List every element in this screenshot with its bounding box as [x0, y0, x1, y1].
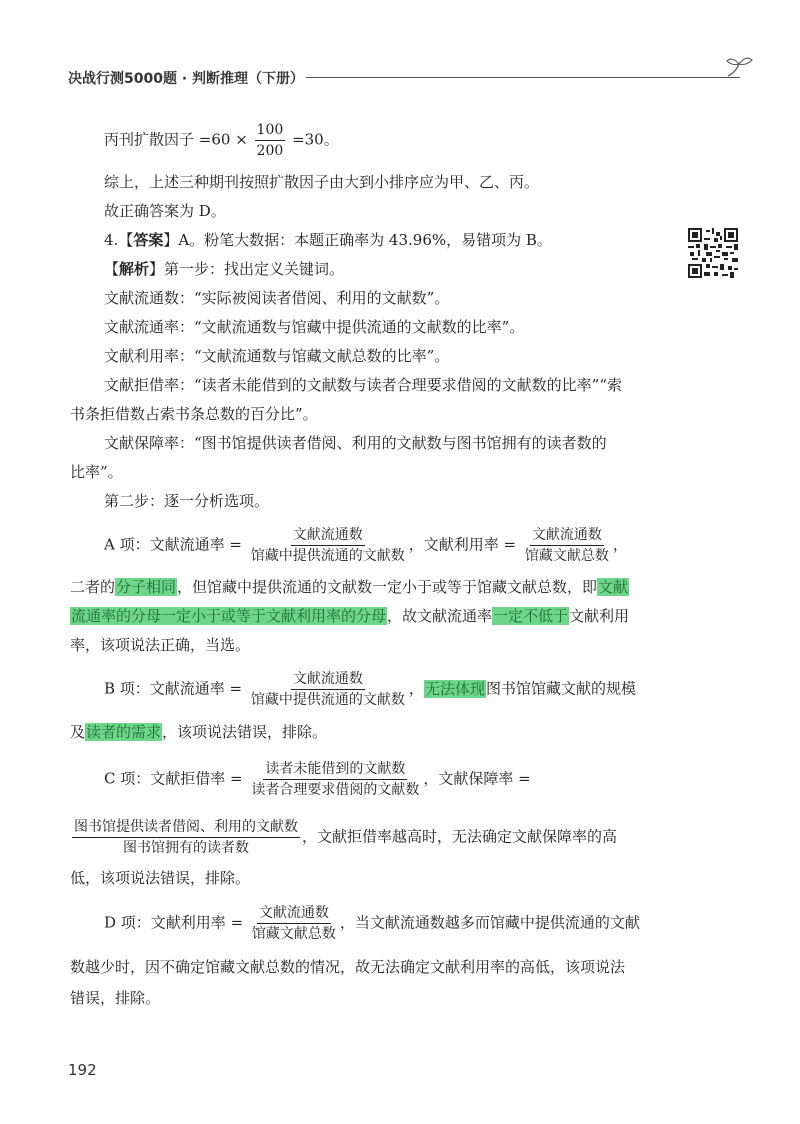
fraction-numerator: 文献流通数 — [291, 670, 365, 690]
text: ，文献拒借率越高时，无法确定文献保障率的高 — [302, 827, 618, 846]
analysis-label: 解析 — [119, 260, 150, 278]
definition-line: 书条拒借数占索书条总数的百分比”。 — [70, 405, 318, 423]
fraction-denominator: 馆藏文献总数 — [524, 548, 609, 564]
line-analysis-step1 — [104, 259, 344, 279]
option-c-line2 — [70, 818, 617, 857]
text: ， — [612, 535, 628, 554]
fraction-denominator: 读者合理要求借阅的文献数 — [251, 782, 420, 798]
fraction-denominator: 馆藏中提供流通的文献数 — [250, 548, 405, 564]
definition-line: 文献利用率：“文献流通数与馆藏文献总数的比率”。 — [104, 347, 450, 365]
option-c-formula — [104, 760, 531, 799]
text: ，文献保障率 = — [423, 769, 531, 788]
option-b-formula — [104, 670, 636, 709]
formula-result: =30。 — [292, 130, 339, 149]
sprout-icon — [724, 52, 754, 80]
fraction-numerator: 100 — [255, 121, 286, 141]
fraction-denominator: 200 — [256, 143, 284, 159]
fraction-denominator: 馆藏中提供流通的文献数 — [250, 692, 405, 708]
running-header: 决战行测5000题 · 判断推理（下册） — [68, 71, 305, 87]
highlight: 一定不低于 — [493, 607, 569, 625]
fraction — [523, 526, 611, 565]
fraction-numerator: 文献流通数 — [530, 526, 604, 546]
highlight: 文献 — [598, 578, 629, 596]
option-b-line2 — [70, 722, 327, 742]
highlight: 读者的需求 — [86, 723, 162, 741]
definition-line: 文献拒借率：“读者未能借到的文献数与读者合理要求借阅的文献数的比率”“索 — [104, 376, 623, 394]
text: A 项：文献流通率 = — [104, 535, 242, 554]
fraction-numerator: 文献流通数 — [257, 904, 331, 924]
fraction — [249, 526, 407, 565]
text: ， — [408, 679, 424, 698]
fraction-numerator: 读者未能借到的文献数 — [263, 760, 407, 780]
option-d-line2: 数越少时，因不确定馆藏文献总数的情况，故无法确定文献利用率的高低，该项说法 — [70, 958, 626, 976]
option-a-formula — [104, 526, 628, 565]
line-step2: 第二步：逐一分析选项。 — [104, 492, 270, 510]
text: ，但馆藏中提供流通的文献数一定小于或等于馆藏文献总数，即 — [177, 578, 598, 596]
text: D 项：文献利用率 = — [104, 913, 244, 932]
option-d-formula — [104, 904, 640, 943]
fraction — [250, 904, 338, 943]
definition-line: 文献流通率：“文献流通数与馆藏中提供流通的文献数的比率”。 — [104, 318, 525, 336]
fraction — [72, 818, 300, 857]
definition-line: 文献保障率：“图书馆提供读者借阅、利用的文献数与图书馆拥有的读者数的 — [104, 434, 607, 452]
option-c-line3: 低，该项说法错误，排除。 — [70, 869, 251, 887]
text: C 项：文献拒借率 = — [104, 769, 243, 788]
text: 】第一步：找出定义关键词。 — [149, 260, 345, 278]
text: ，故文献流通率 — [387, 607, 493, 625]
text: 【 — [104, 260, 120, 278]
option-d-line3: 错误，排除。 — [70, 989, 161, 1007]
fraction — [249, 760, 421, 799]
text: 及 — [70, 723, 86, 741]
text: 二者的 — [70, 578, 116, 596]
fraction — [249, 670, 407, 709]
text: 4.【 — [104, 231, 134, 249]
highlight: 分子相同 — [116, 578, 177, 596]
formula-prefix: 丙刊扩散因子 =60 × — [104, 130, 248, 149]
fraction-numerator: 图书馆提供读者借阅、利用的文献数 — [72, 818, 300, 838]
text: ，该项说法错误，排除。 — [162, 723, 328, 741]
fraction-denominator: 图书馆拥有的读者数 — [123, 840, 249, 856]
text: ，当文献流通数越多而馆藏中提供流通的文献 — [339, 913, 640, 932]
line-bing-factor — [104, 121, 339, 160]
fraction — [255, 121, 286, 160]
definition-line: 比率”。 — [70, 463, 123, 481]
highlight: 流通率的分母一定小于或等于文献利用率的分母 — [71, 607, 387, 625]
definition-line: 文献流通数：“实际被阅读者借阅、利用的文献数”。 — [104, 289, 450, 307]
highlight: 无法体现 — [424, 679, 485, 698]
fraction-numerator: 文献流通数 — [291, 526, 365, 546]
text: 】A。粉笔大数据：本题正确率为 43.96%，易错项为 B。 — [163, 231, 552, 249]
line-answer-d: 故正确答案为 D。 — [104, 202, 226, 220]
text: 图书馆馆藏文献的规模 — [485, 679, 636, 698]
line-q4-answer — [104, 230, 552, 250]
qr-code-icon[interactable] — [688, 228, 738, 278]
option-a-line4: 率，该项说法正确，当选。 — [70, 636, 251, 654]
answer-label: 答案 — [133, 231, 164, 249]
option-a-line2 — [70, 577, 629, 597]
line-summary: 综上，上述三种期刊按照扩散因子由大到小排序应为甲、乙、丙。 — [104, 173, 540, 191]
page-number: 192 — [68, 1061, 97, 1079]
text: ，文献利用率 = — [408, 535, 517, 554]
text: B 项：文献流通率 = — [104, 679, 243, 698]
text: 文献利用 — [569, 607, 630, 625]
fraction-denominator: 馆藏文献总数 — [251, 926, 336, 942]
header-rule — [306, 77, 740, 78]
option-a-line3 — [70, 606, 629, 626]
